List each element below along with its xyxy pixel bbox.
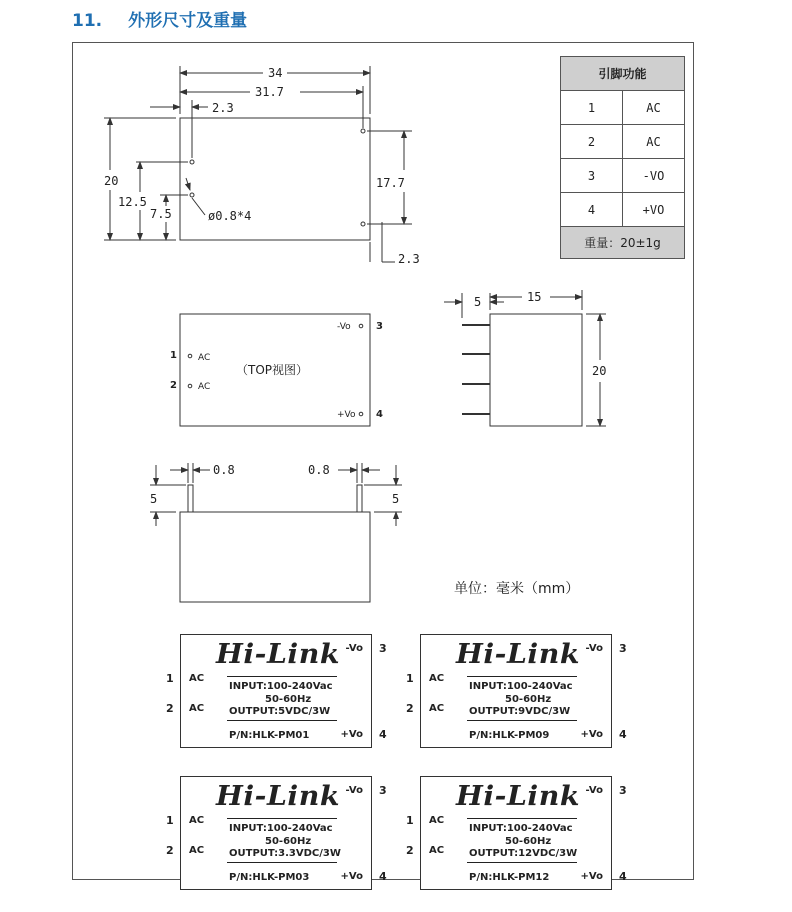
top-vo-plus: +Vo [337, 410, 356, 420]
output-spec: OUTPUT:5VDC/3W [229, 706, 331, 717]
table-row [561, 91, 685, 125]
dim-12-5: 12.5 [118, 195, 147, 209]
pin-function: +VO [623, 193, 685, 227]
product-label-card [420, 634, 612, 748]
pin-hole-4 [361, 222, 365, 226]
pin-number: 3 [561, 159, 623, 193]
table-row [561, 193, 685, 227]
pin-hole-1 [190, 160, 194, 164]
part-number: P/N:HLK-PM01 [229, 730, 310, 741]
weight-note: 重量：20±1g [561, 227, 685, 259]
vo-minus-label: -Vo [585, 785, 603, 796]
label-pin-number: 1 [406, 814, 414, 827]
pin-function: AC [623, 125, 685, 159]
label-pin-number: 2 [406, 844, 414, 857]
label-pin-number: 1 [166, 814, 174, 827]
part-number: P/N:HLK-PM03 [229, 872, 310, 883]
vo-minus-label: -Vo [345, 643, 363, 654]
table-row [561, 159, 685, 193]
label-rule [227, 818, 337, 819]
hi-link-logo: Hi-Link [216, 781, 341, 812]
output-spec: OUTPUT:12VDC/3W [469, 848, 578, 859]
dim-20-left: 20 [104, 174, 119, 188]
dim-7-5: 7.5 [150, 207, 172, 221]
pin-number: 4 [561, 193, 623, 227]
vo-minus-label: -Vo [345, 785, 363, 796]
pin-hole-2 [190, 193, 194, 197]
top-ac-1: AC [198, 353, 211, 363]
label-pin-number: 4 [379, 728, 387, 741]
front-dim-5-right: 5 [392, 492, 400, 506]
side-dim-20: 20 [592, 364, 607, 378]
dim-2-3-bottom: 2.3 [398, 252, 420, 266]
dim-17-7: 17.7 [376, 176, 405, 190]
top-pin-3: 3 [376, 321, 383, 332]
label-pin-number: 3 [619, 642, 627, 655]
front-view-body [180, 512, 370, 602]
label-pin-number: 1 [406, 672, 414, 685]
top-view-label: （TOP视图） [236, 363, 309, 377]
label-pin-number: 2 [166, 844, 174, 857]
pin-function: -VO [623, 159, 685, 193]
front-dim-5-left: 5 [150, 492, 158, 506]
input-spec: INPUT:100-240Vac [229, 823, 333, 834]
dim-31-7: 31.7 [255, 85, 284, 99]
label-pin-number: 3 [379, 642, 387, 655]
top-vo-minus: -Vo [337, 322, 351, 332]
top-pin-2: 2 [170, 380, 177, 391]
part-number: P/N:HLK-PM12 [469, 872, 550, 883]
top-pin-1: 1 [170, 350, 177, 361]
ac-label: AC [429, 845, 445, 856]
top-pin-4: 4 [376, 409, 383, 420]
product-label-card [180, 776, 372, 890]
ac-label: AC [189, 815, 205, 826]
label-pin-number: 2 [166, 702, 174, 715]
label-pin-number: 2 [406, 702, 414, 715]
label-rule [227, 676, 337, 677]
front-dim-0-8-right: 0.8 [308, 463, 330, 477]
ac-label: AC [429, 673, 445, 684]
hi-link-logo: Hi-Link [456, 781, 581, 812]
label-rule [227, 720, 337, 721]
side-dim-15: 15 [527, 290, 542, 304]
frequency-spec: 50-60Hz [265, 836, 312, 847]
label-pin-number: 1 [166, 672, 174, 685]
front-dim-0-8-left: 0.8 [213, 463, 235, 477]
label-rule [467, 818, 577, 819]
product-label-card [420, 776, 612, 890]
hi-link-logo: Hi-Link [456, 639, 581, 670]
side-dim-5: 5 [474, 295, 482, 309]
label-pin-number: 4 [379, 870, 387, 883]
ac-label: AC [189, 703, 205, 714]
pin-hole-3 [361, 129, 365, 133]
label-rule [467, 862, 577, 863]
output-spec: OUTPUT:3.3VDC/3W [229, 848, 341, 859]
ac-label: AC [429, 703, 445, 714]
dim-34: 34 [268, 66, 283, 80]
input-spec: INPUT:100-240Vac [469, 823, 573, 834]
section-number: 11. [72, 11, 103, 31]
dim-2-3-top: 2.3 [212, 101, 234, 115]
vo-plus-label: +Vo [580, 871, 603, 882]
input-spec: INPUT:100-240Vac [469, 681, 573, 692]
vo-plus-label: +Vo [340, 871, 363, 882]
side-view-body [490, 314, 582, 426]
pin-function: AC [623, 91, 685, 125]
input-spec: INPUT:100-240Vac [229, 681, 333, 692]
frequency-spec: 50-60Hz [505, 694, 552, 705]
hi-link-logo: Hi-Link [216, 639, 341, 670]
ac-label: AC [189, 673, 205, 684]
vo-plus-label: +Vo [340, 729, 363, 740]
vo-plus-label: +Vo [580, 729, 603, 740]
frequency-spec: 50-60Hz [505, 836, 552, 847]
section-title: 外形尺寸及重量 [128, 11, 248, 31]
label-pin-number: 4 [619, 870, 627, 883]
output-spec: OUTPUT:9VDC/3W [469, 706, 571, 717]
label-pin-number: 4 [619, 728, 627, 741]
label-rule [227, 862, 337, 863]
table-row [561, 125, 685, 159]
ac-label: AC [429, 815, 445, 826]
ac-label: AC [189, 845, 205, 856]
pin-number: 2 [561, 125, 623, 159]
product-label-card [180, 634, 372, 748]
frequency-spec: 50-60Hz [265, 694, 312, 705]
label-rule [467, 720, 577, 721]
top-ac-2: AC [198, 382, 211, 392]
label-pin-number: 3 [379, 784, 387, 797]
vo-minus-label: -Vo [585, 643, 603, 654]
pin-table-header: 引脚功能 [561, 57, 685, 91]
pin-number: 1 [561, 91, 623, 125]
unit-note: 单位：毫米（mm） [454, 581, 580, 597]
label-pin-number: 3 [619, 784, 627, 797]
dim-pin-diameter: ø0.8*4 [208, 209, 252, 223]
pin-function-table [560, 56, 685, 259]
part-number: P/N:HLK-PM09 [469, 730, 550, 741]
label-rule [467, 676, 577, 677]
